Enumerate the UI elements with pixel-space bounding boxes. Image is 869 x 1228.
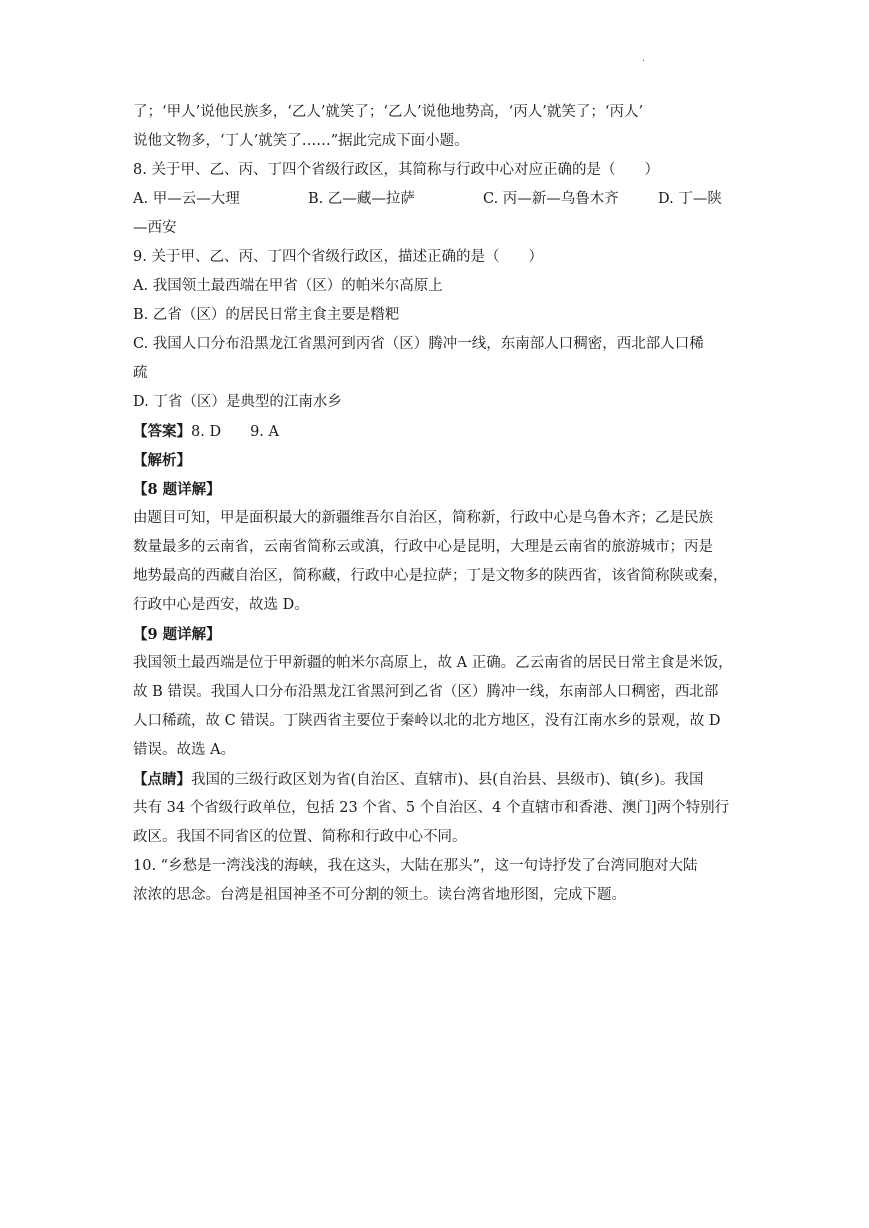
question-8-stem: 8. 关于甲、乙、丙、丁四个省级行政区，其简称与行政中心对应正确的是（ ） (133, 162, 659, 178)
question-9-option-c: C. 我国人口分布沿黑龙江省黑河到丙省（区）腾冲一线，东南部人口稠密，西北部人口稀 (133, 336, 704, 352)
detail-8-line-1: 由题目可知，甲是面积最大的新疆维吾尔自治区，简称新，行政中心是乌鲁木齐；乙是民族 (133, 510, 713, 526)
analysis-label (133, 446, 743, 475)
intro-line-2: 说他文物多，‘丁人’就笑了……”据此完成下面小题。 (133, 133, 469, 149)
detail-9-label-text: 【9 题详解】 (133, 626, 221, 643)
tip-label: 【点睛】 (133, 771, 191, 788)
document-body (133, 98, 743, 910)
detail-8-line-4: 行政中心是西安，故选 D。 (133, 597, 309, 613)
analysis-label-text: 【解析】 (133, 452, 191, 469)
question-8-option-d: D. 丁—陕 (658, 191, 722, 207)
question-10-line-2: 浓浓的思念。台湾是祖国神圣不可分割的领土。读台湾省地形图，完成下题。 (133, 887, 626, 903)
header-mark: · (642, 56, 646, 67)
detail-9-label (133, 620, 743, 649)
tip-text-1: 我国的三级行政区划为省(自治区、直辖市)、县(自治县、县级市)、镇(乡)。我国 (191, 772, 704, 788)
detail-9-line-1: 我国领土最西端是位于甲新疆的帕米尔高原上，故 A 正确。乙云南省的居民日常主食是米饭， (133, 655, 733, 671)
question-8-option-a: A. 甲—云—大理 (133, 191, 240, 207)
tip-line-2: 共有 34 个省级行政单位，包括 23 个省、5 个自治区、4 个直辖市和香港、澳门]两个特别行 (133, 800, 730, 816)
detail-9-line-3: 人口稀疏，故 C 错误。丁陕西省主要位于秦岭以北的北方地区，没有江南水乡的景观，故 D (133, 713, 721, 729)
question-9-option-c-continued: 疏 (133, 365, 148, 381)
question-8-option-d-continued: —西安 (133, 220, 177, 236)
detail-8-label-text: 【8 题详解】 (133, 481, 221, 498)
question-9-option-b: B. 乙省（区）的居民日常主食主要是糌粑 (133, 307, 400, 323)
question-9-option-a: A. 我国领土最西端在甲省（区）的帕米尔高原上 (133, 278, 443, 294)
question-10-line-1: 10. “乡愁是一湾浅浅的海峡，我在这头，大陆在那头”，这一句诗抒发了台湾同胞对大陆 (133, 858, 698, 874)
question-8-option-c: C. 丙—新—乌鲁木齐 (483, 191, 619, 207)
answer-text: 8. D 9. A (191, 424, 279, 440)
detail-8-line-3: 地势最高的西藏自治区，简称藏，行政中心是拉萨；丁是文物多的陕西省，该省简称陕或秦， (133, 568, 728, 584)
question-8-options (133, 185, 743, 214)
answer-row (133, 417, 743, 446)
detail-8-line-2: 数量最多的云南省，云南省简称云或滇，行政中心是昆明，大理是云南省的旅游城市；丙是 (133, 539, 713, 555)
tip-line-1 (133, 765, 743, 794)
detail-9-line-2: 故 B 错误。我国人口分布沿黑龙江省黑河到乙省（区）腾冲一线，东南部人口稠密，西北部 (133, 684, 719, 700)
detail-9-line-4: 错误。故选 A。 (133, 742, 236, 758)
answer-label: 【答案】 (133, 423, 191, 440)
tip-line-3: 政区。我国不同省区的位置、简称和行政中心不同。 (133, 829, 467, 845)
detail-8-label (133, 475, 743, 504)
question-9-option-d: D. 丁省（区）是典型的江南水乡 (133, 394, 342, 410)
question-9-stem: 9. 关于甲、乙、丙、丁四个省级行政区，描述正确的是（ ） (133, 249, 543, 265)
question-8-option-b: B. 乙—藏—拉萨 (308, 191, 415, 207)
intro-line-1: 了；‘甲人’说他民族多，‘乙人’就笑了；‘乙人’说他地势高，‘丙人’就笑了；‘丙人’ (133, 104, 644, 120)
